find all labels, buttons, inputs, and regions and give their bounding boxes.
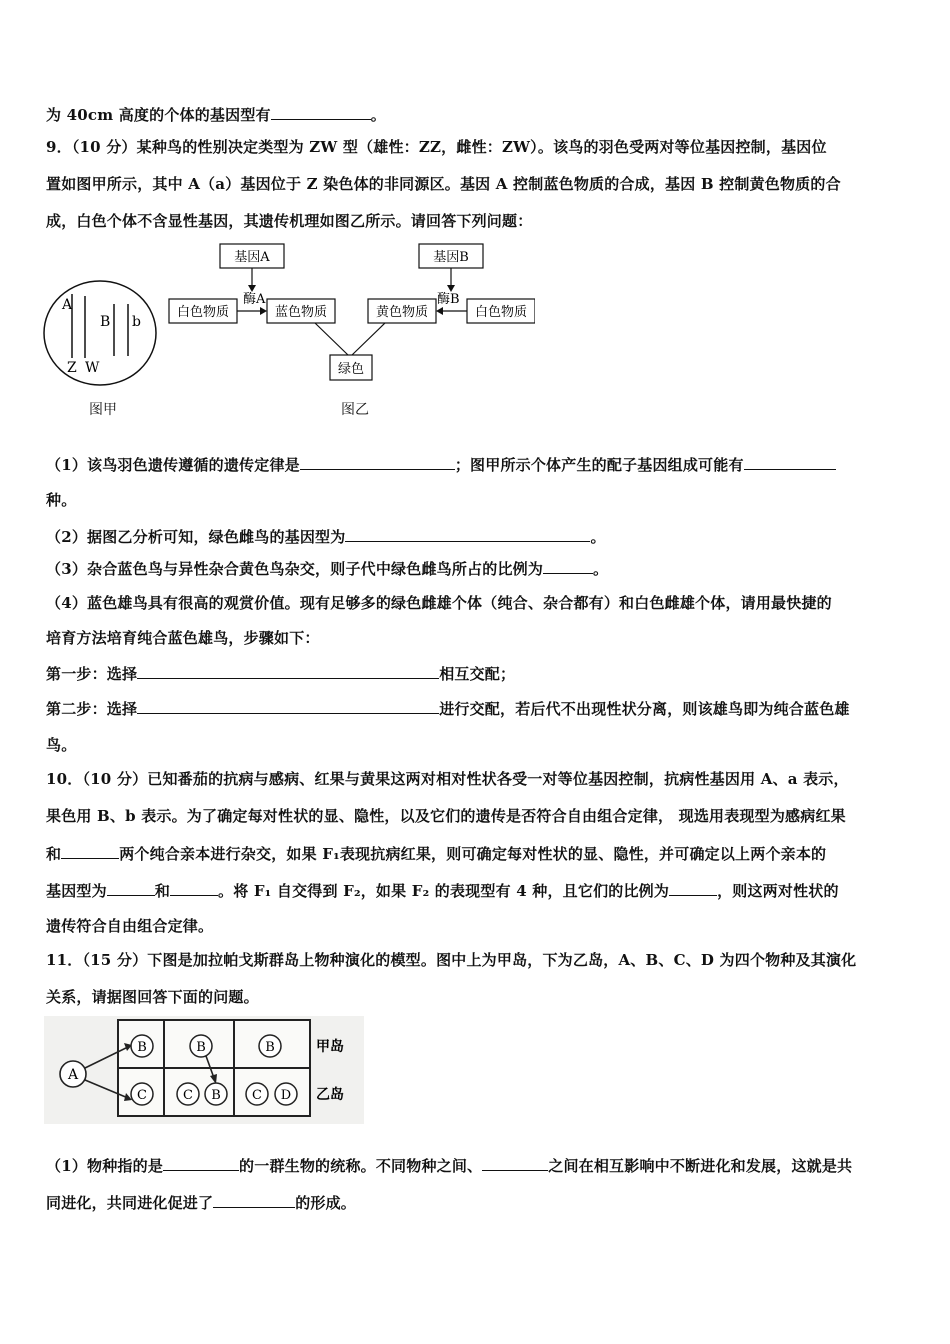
figure-island-evolution — [44, 1016, 364, 1124]
q9-sub1-line — [46, 454, 836, 475]
gene-B-label: B — [100, 314, 111, 330]
answer-blank[interactable] — [107, 880, 155, 896]
text: 之间在相互影响中不断进化和发展，这就是共 — [548, 1157, 853, 1175]
answer-blank[interactable] — [61, 843, 119, 859]
q10-line-3 — [46, 843, 826, 864]
gene-A-box-label: 基因A — [234, 250, 270, 265]
answer-blank[interactable] — [345, 526, 590, 542]
bottom-species-3b-label: D — [280, 1088, 292, 1103]
answer-blank[interactable] — [744, 454, 836, 470]
top-species-2-label: B — [196, 1040, 206, 1055]
answer-blank[interactable] — [271, 104, 371, 120]
arrowhead-white-to-yellow — [436, 307, 443, 315]
text: ，则这两对性状的 — [717, 882, 839, 900]
white-substance-left-label: 白色物质 — [176, 305, 230, 320]
species-A-label: A — [67, 1067, 79, 1083]
q9-sub4-line-2: 培育方法培育纯合蓝色雄鸟，步骤如下： — [46, 629, 320, 647]
answer-blank[interactable] — [137, 663, 439, 679]
answer-blank[interactable] — [213, 1192, 295, 1208]
white-substance-right-label: 白色物质 — [474, 305, 528, 320]
text: （2）据图乙分析可知，绿色雌鸟的基因型为 — [46, 528, 346, 546]
line-yellow-to-green — [352, 323, 385, 355]
text: 进行交配，若后代不出现性状分离，则该雄鸟即为纯合蓝色雄 — [439, 700, 850, 718]
top-species-1-label: B — [137, 1040, 147, 1055]
enzyme-A-label: 酶A — [243, 292, 266, 307]
q9-line-2: 置如图甲所示，其中 A（a）基因位于 Z 染色体的非同源区。基因 A 控制蓝色物质的合成，基因 B 控制黄色物质的合 — [46, 175, 841, 193]
arrowhead-white-to-blue — [260, 307, 267, 315]
figure-jia-chromosome-diagram — [40, 280, 164, 392]
gene-b-label: b — [132, 314, 141, 330]
q9-sub1-line-2: 种。 — [46, 491, 77, 509]
text: 相互交配； — [439, 665, 516, 683]
q9-sub2-line — [46, 526, 606, 547]
q10-line-2: 果色用 B、b 表示。为了确定每对性状的显、隐性，以及它们的遗传是否符合自由组合定律， 现选用表现型为感病红果 — [46, 807, 846, 825]
text: 。 — [593, 560, 609, 578]
text: 基因型为 — [46, 882, 107, 900]
arrowhead-gene-A — [248, 285, 256, 292]
figure-jia-caption: 图甲 — [89, 402, 117, 418]
q11-sub1-line-2 — [46, 1192, 356, 1213]
arrowhead-gene-B — [447, 285, 455, 292]
figure-yi-pathway-diagram — [165, 240, 535, 385]
green-label: 绿色 — [337, 362, 365, 377]
bottom-species-2b-label: B — [211, 1088, 221, 1103]
text: （3）杂合蓝色鸟与异性杂合黄色鸟杂交，则子代中绿色雌鸟所占的比例为 — [46, 560, 544, 578]
top-species-3-label: B — [265, 1040, 275, 1055]
q11-sub1-line-1 — [46, 1155, 852, 1176]
text: 第一步：选择 — [46, 665, 138, 683]
q10-line-1: 10．（10 分）已知番茄的抗病与感病、红果与黄果这两对相对性状各受一对等位基因控制，抗病性基因用 A、a 表示， — [46, 770, 849, 788]
blue-substance-label: 蓝色物质 — [274, 305, 328, 320]
enzyme-B-label: 酶B — [437, 292, 460, 307]
answer-blank[interactable] — [482, 1155, 548, 1171]
island-yi-label: 乙岛 — [316, 1087, 344, 1103]
answer-blank[interactable] — [300, 454, 455, 470]
figure-yi-caption: 图乙 — [341, 402, 369, 418]
bottom-species-2a-label: C — [183, 1088, 193, 1103]
text: 为 40cm 高度的个体的基因型有 — [46, 106, 271, 124]
text: 和 — [154, 882, 171, 900]
q10-line-4 — [46, 880, 839, 901]
text: 的形成。 — [295, 1194, 357, 1212]
text: 。 — [590, 528, 606, 546]
answer-blank[interactable] — [170, 880, 218, 896]
yellow-substance-label: 黄色物质 — [375, 305, 429, 320]
chrom-Z-label: Z — [67, 360, 77, 376]
bottom-species-3a-label: C — [252, 1088, 262, 1103]
gene-B-box-label: 基因B — [433, 250, 469, 265]
q9-step2-line-2: 鸟。 — [46, 736, 77, 754]
q10-line-5: 遗传符合自由组合定律。 — [46, 917, 214, 935]
cell-circle — [44, 281, 156, 385]
answer-blank[interactable] — [669, 880, 717, 896]
text: 和 — [46, 845, 62, 863]
chrom-W-label: W — [85, 360, 100, 376]
gene-A-label: A — [62, 297, 73, 313]
bottom-species-1-label: C — [137, 1088, 147, 1103]
answer-blank[interactable] — [163, 1155, 239, 1171]
answer-blank[interactable] — [543, 558, 593, 574]
q9-step1-line — [46, 663, 515, 684]
q9-line-3: 成，白色个体不含显性基因，其遗传机理如图乙所示。请回答下列问题： — [46, 212, 533, 230]
text: 同进化，共同进化促进了 — [46, 1194, 214, 1212]
text: 的一群生物的统称。不同物种之间、 — [239, 1157, 483, 1175]
q11-line-2: 关系，请据图回答下面的问题。 — [46, 988, 259, 1006]
q9-sub4-line-1: （4）蓝色雄鸟具有很高的观赏价值。现有足够多的绿色雌雄个体（纯合、杂合都有）和白色雌雄个体，请用最快捷的 — [46, 594, 832, 612]
q9-step2-line — [46, 698, 850, 719]
q9-sub3-line — [46, 558, 608, 579]
text: 。 — [370, 106, 386, 124]
text: 。将 F₁ 自交得到 F₂，如果 F₂ 的表现型有 4 种，且它们的比例为 — [218, 882, 670, 900]
text: （1）物种指的是 — [46, 1157, 164, 1175]
text: （1）该鸟羽色遗传遵循的遗传定律是 — [46, 456, 300, 474]
line-blue-to-green — [315, 323, 348, 355]
answer-blank[interactable] — [137, 698, 439, 714]
q9-line-1: 9．（10 分）某种鸟的性别决定类型为 ZW 型（雄性：ZZ，雌性：ZW）。该鸟的羽色受两对等位基因控制，基因位 — [46, 138, 827, 156]
q8-tail-line — [46, 104, 386, 125]
text: ；图甲所示个体产生的配子基因组成可能有 — [454, 456, 744, 474]
q11-line-1: 11．（15 分）下图是加拉帕戈斯群岛上物种演化的模型。图中上为甲岛，下为乙岛，A、B、C、D 为四个物种及其演化 — [46, 951, 857, 969]
text: 两个纯合亲本进行杂交，如果 F₁表现抗病红果，则可确定每对性状的显、隐性，并可确定以上两个亲本的 — [119, 845, 827, 863]
text: 第二步：选择 — [46, 700, 138, 718]
island-jia-label: 甲岛 — [316, 1039, 344, 1055]
